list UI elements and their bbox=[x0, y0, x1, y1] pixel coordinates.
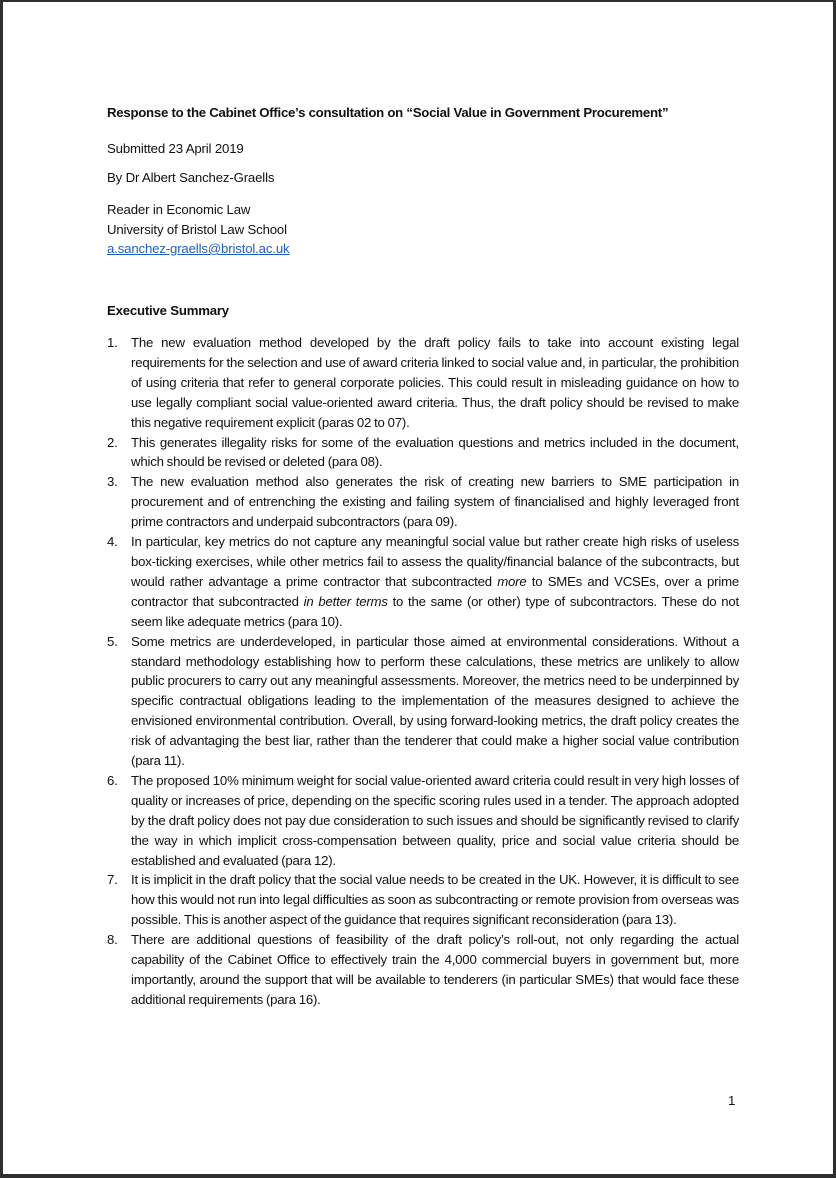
page-number: 1 bbox=[728, 1093, 736, 1108]
summary-item-text: This generates illegality risks for some of the evaluation questions and metrics included in the document, which should be revised or deleted (para 08). bbox=[131, 434, 739, 470]
summary-emphasis: in better terms bbox=[303, 593, 388, 609]
summary-item-text bbox=[131, 534, 739, 629]
summary-item-number: 4. bbox=[107, 534, 118, 550]
author-email-link[interactable]: a.sanchez-graells@bristol.ac.uk bbox=[107, 241, 290, 256]
executive-summary-list bbox=[107, 333, 739, 1010]
summary-item bbox=[107, 333, 739, 433]
summary-item bbox=[107, 771, 739, 871]
document-title: Response to the Cabinet Office’s consultation on “Social Value in Government Procurement” bbox=[107, 105, 669, 120]
summary-item bbox=[107, 532, 739, 632]
summary-item-number: 8. bbox=[107, 932, 118, 948]
author-institution: University of Bristol Law School bbox=[107, 221, 287, 237]
summary-item-number: 6. bbox=[107, 772, 118, 788]
submission-date: Submitted 23 April 2019 bbox=[107, 141, 244, 156]
summary-item-text: There are additional questions of feasibility of the draft policy’s roll-out, not only regarding the actual capability of the Cabinet Office to effectively train the 4,000 commercial buyers in government but, more importantly, around the support that will be available to tenderers (in particular SMEs) that would face these additional requirements (para 16). bbox=[131, 932, 739, 1007]
summary-item-text: The new evaluation method developed by the draft policy fails to take into account existing legal requirements for the selection and use of award criteria linked to social value and, in particular, the prohibition of using criteria that refer to general corporate policies. This could result in misleading guidance on how to use legally compliant social value-oriented award criteria. Thus, the draft policy should be revised to make this negative requirement explicit (paras 02 to 07). bbox=[131, 335, 739, 430]
summary-item-text: It is implicit in the draft policy that the social value needs to be created in the UK. However, it is difficult to see how this would not run into legal difficulties as soon as subcontracting or remote provision from overseas was possible. This is another aspect of the guidance that requires significant reconsideration (para 13). bbox=[131, 872, 739, 928]
summary-item bbox=[107, 433, 739, 473]
summary-item bbox=[107, 472, 739, 532]
summary-text-segment: to the same (or other) type of subcontractors. These do not seem like adequate metrics (para 10). bbox=[131, 593, 739, 629]
summary-item-number: 7. bbox=[107, 872, 118, 888]
author-affiliation bbox=[107, 200, 289, 259]
summary-item-number: 3. bbox=[107, 474, 118, 490]
summary-item-number: 2. bbox=[107, 434, 118, 450]
summary-text-segment: In particular, key metrics do not capture any meaningful social value but rather create high risks of useless box-ticking exercises, while other metrics fail to assess the quality/financial balance of the subcontracts, but would rather advantage a prime contractor that subcontracted bbox=[131, 534, 739, 589]
summary-item bbox=[107, 930, 739, 1010]
summary-item bbox=[107, 632, 739, 771]
author-line: By Dr Albert Sanchez-Graells bbox=[107, 170, 275, 185]
author-position: Reader in Economic Law bbox=[107, 202, 251, 217]
summary-item-text: The proposed 10% minimum weight for social value-oriented award criteria could result in very high losses of quality or increases of price, depending on the specific scoring rules used in a tender. The approach adopted by the draft policy does not pay due consideration to such issues and should be significantly revised to clarify the way in which implicit cross-compensation between quality, price and social value criteria should be established and evaluated (para 12). bbox=[131, 772, 739, 868]
summary-item-number: 1. bbox=[107, 335, 118, 350]
summary-item bbox=[107, 870, 739, 930]
summary-text-segment: to SMEs and VCSEs, over a prime contractor that subcontracted bbox=[131, 573, 739, 609]
summary-item-text: The new evaluation method also generates the risk of creating new barriers to SME participation in procurement and of entrenching the existing and failing system of financialised and highly leveraged front prime contractors and underpaid subcontractors (para 09). bbox=[131, 474, 739, 530]
summary-item-number: 5. bbox=[107, 633, 118, 649]
executive-summary-heading: Executive Summary bbox=[107, 303, 229, 318]
summary-emphasis: more bbox=[497, 573, 527, 589]
summary-item-text: Some metrics are underdeveloped, in particular those aimed at environmental considerations. Without a standard methodology establishing how to perform these calculations, these metrics are unlikely to allow public procurers to carry out any meaningful assessments. Moreover, the metrics need to be underpinned by specific contractual obligations leading to the implementation of the measures designed to achieve the envisioned environmental contribution. Overall, by using forward-looking metrics, the draft policy creates the risk of advantaging the best liar, rather than the tenderer that could make a higher social value contribution (para 11). bbox=[131, 633, 739, 769]
